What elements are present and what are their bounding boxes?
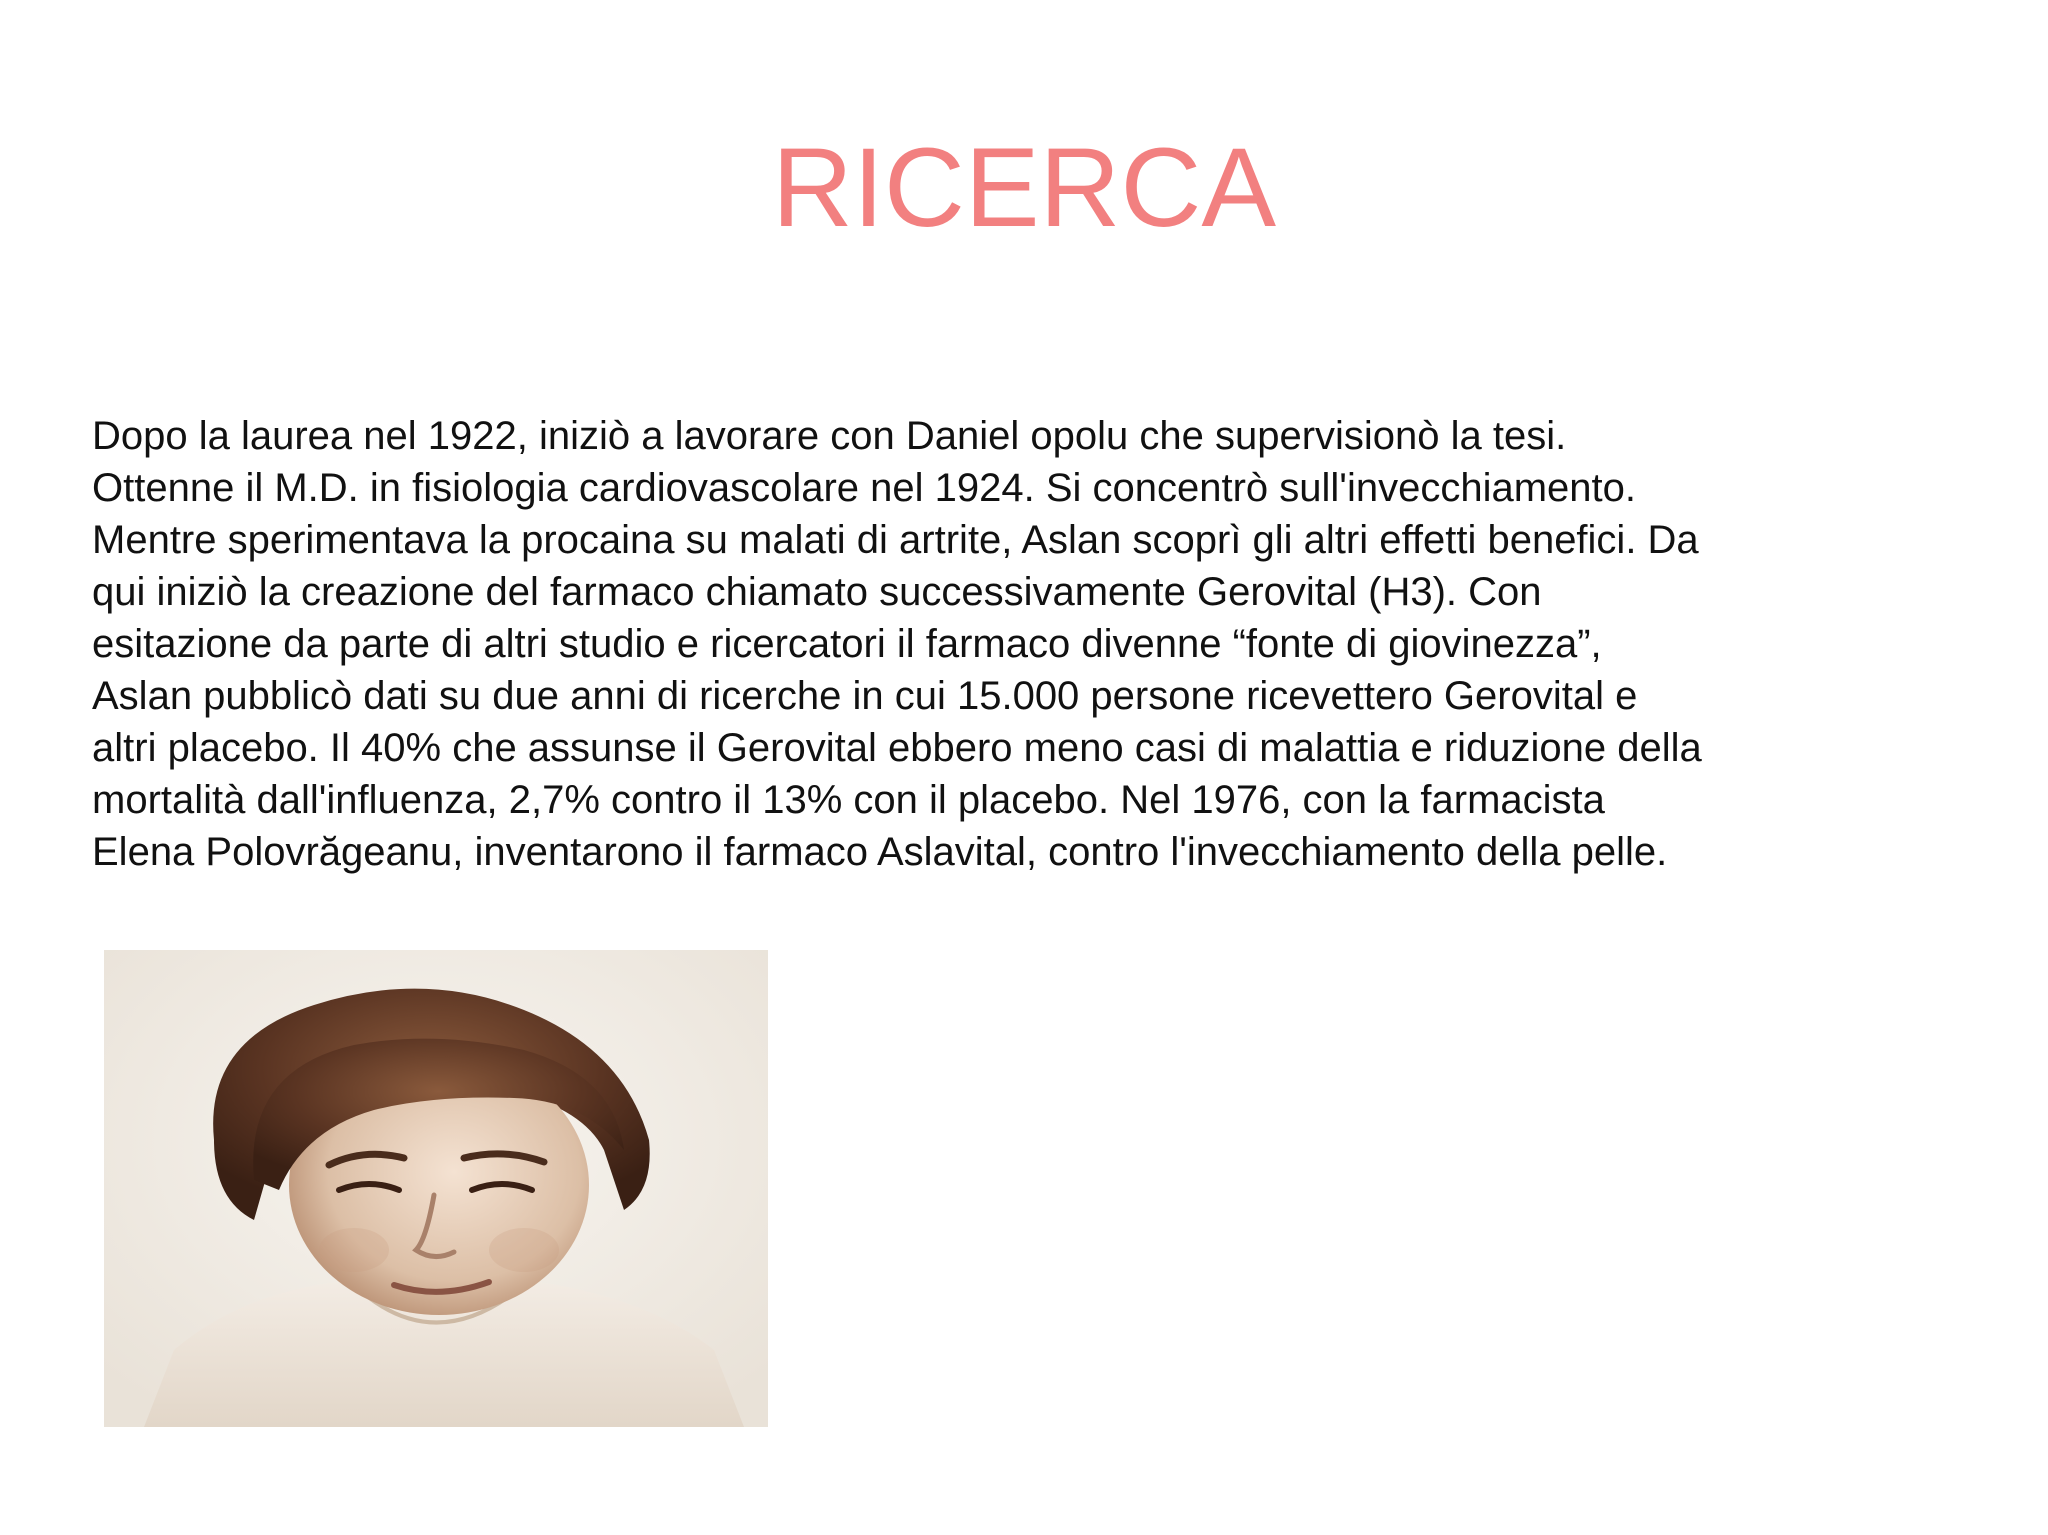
body-line: Aslan pubblicò dati su due anni di ricerche in cui 15.000 persone ricevettero Gerovital e: [92, 674, 1638, 718]
slide-body-text: [92, 410, 1992, 878]
body-line: Mentre sperimentava la procaina su malati di artrite, Aslan scoprì gli altri effetti benefici. Da: [92, 518, 1699, 562]
body-line: Dopo la laurea nel 1922, iniziò a lavorare con Daniel opolu che supervisionò la tesi.: [92, 414, 1567, 458]
body-line: Ottenne il M.D. in fisiologia cardiovascolare nel 1924. Si concentrò sull'invecchiamento.: [92, 466, 1636, 510]
body-line: mortalità dall'influenza, 2,7% contro il 13% con il placebo. Nel 1976, con la farmacista: [92, 778, 1605, 822]
portrait-photo: [104, 950, 768, 1427]
body-line: esitazione da parte di altri studio e ricercatori il farmaco divenne “fonte di giovinezza”,: [92, 622, 1602, 666]
body-line: Elena Polovrăgeanu, inventarono il farmaco Aslavital, contro l'invecchiamento della pelle.: [92, 830, 1668, 874]
body-line: altri placebo. Il 40% che assunse il Gerovital ebbero meno casi di malattia e riduzione della: [92, 726, 1702, 770]
body-line: qui iniziò la creazione del farmaco chiamato successivamente Gerovital (H3). Con: [92, 570, 1542, 614]
slide-title: RICERCA: [771, 125, 1277, 250]
portrait-illustration: [104, 950, 768, 1427]
